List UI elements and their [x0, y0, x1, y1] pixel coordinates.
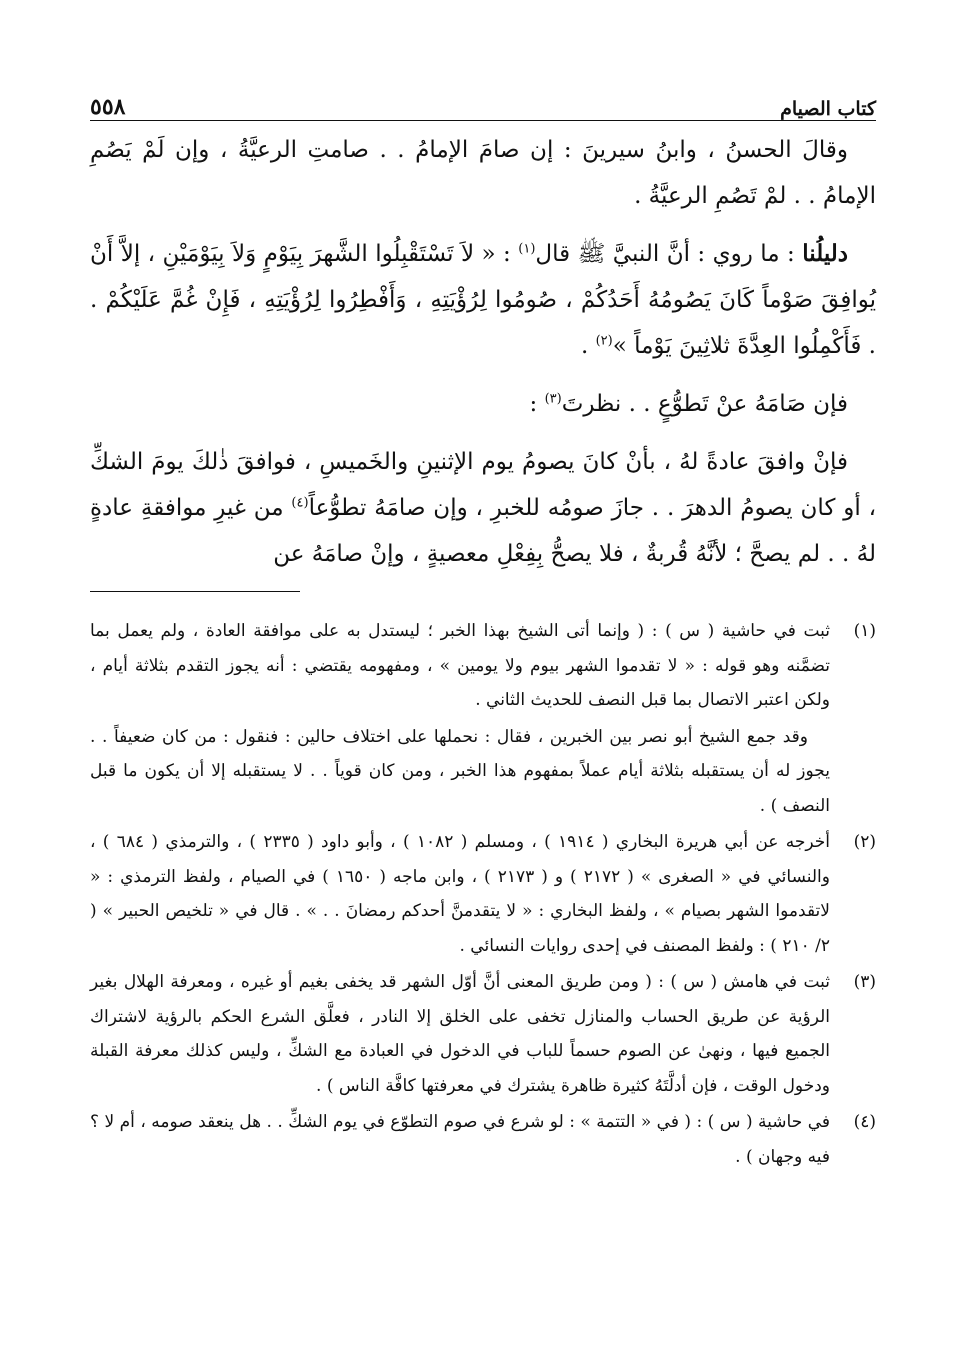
- paragraph-text: :: [529, 391, 545, 417]
- footnote-ref[interactable]: (٢): [595, 333, 613, 349]
- footnote: [90, 614, 876, 823]
- paragraph-text: وقالَ الحسنُ ، وابنُ سيرينَ : إن صامَ الإمامُ . . صامتِ الرعيَّةُ ، وإن لَمْ يَصُمِ الإمامُ . . لمْ تَصُمِ الرعيَّةُ .: [90, 137, 876, 209]
- footnote-number: (٤): [853, 1112, 876, 1132]
- footnote-number: (٢): [853, 832, 876, 852]
- footnote-text: وقد جمع الشيخ أبو نصر بين الخبرين ، فقال : نحملها على اختلاف حالين : فنقول : من كان ضعيفاً . . يجوز له أن يستقبله بثلاثة أيام عملاً بمفهوم هذا الخبر ، ومن كان قوياً . . لا يستقبله إلا أن يكون ما قبل النصف ) .: [90, 726, 830, 816]
- footnote: [90, 825, 876, 963]
- paragraph-text: : « لاَ تَسْتَقْبِلُوا الشَّهرَ بِيَوْمٍ وَلاَ بِيَوْمَيْنِ ، إلاَّ أَنْ يُوافِقَ صَوْماً كَانَ يَصُومُهُ أَحَدُكُمْ ، صُومُوا لِرُؤْيَتِهِ ، وَأَفْطِرُوا لِرُؤْيَتِهِ ، فَإِنْ غُمَّ عَلَيْكُمْ . . فَأَكْمِلُوا العِدَّةَ ثلاثِينَ يَوْماً »: [90, 241, 876, 359]
- book-page: [90, 82, 876, 1176]
- paragraph-text: من غيرِ موافقةِ عادةٍ لهُ . . لم يصحَّ ؛ لأنَّهُ قُربةٌ ، فلا يصحُّ بِفِعْلِ معصيةٍ ، وإنْ صامَهُ عن: [90, 495, 876, 567]
- footnote-text: أخرجه عن أبي هريرة البخاري ( ١٩١٤ ) ، ومسلم ( ١٠٨٢ ) ، وأبو داود ( ٢٣٣٥ ) ، والترمذي ( ٦٨٤ ) ، والنسائي في « الصغرى » ( ٢١٧٢ ) و ( ٢١٧٣ ) ، وابن ماجه ( ١٦٥٠ ) في الصيام ، ولفظ الترمذي : « لاتقدموا الشهر بصيام » ، ولفظ البخاري : « لا يتقدمنَّ أحدكم رمضانَ . . » . قال في « تلخيص الحبير » ( ٢/ ٢١٠ ) : ولفظ المصنف في إحدى روايات النسائي .: [90, 832, 830, 956]
- footnote-ref[interactable]: (٤): [291, 495, 309, 511]
- footnote-body: [90, 614, 830, 823]
- footnote-ref[interactable]: (٣): [544, 391, 562, 407]
- page-header: [90, 82, 876, 121]
- footnote-number: (٣): [853, 972, 876, 992]
- footnote-text: ثبت في هامش ( س ) : ( ومن طريق المعنى أنَّ أوّل الشهر قد يخفى بغيم أو غيره ، ومعرفة الهلال بغير الرؤية عن طريق الحساب والمنازل تخفى على الخلق إلا النادر ، فعلَّق الشرع الحكم بالرؤية لاشتراك الجميع فيها ، ونهىٰ عن الصوم حسماً للباب في الدخول في العبادة مع الشكِّ ، وليس كذلك معرفة القبلة ودخول الوقت ، فإن أدلَّتَهُ كثيرة ظاهرة يشترك في معرفتها كافَّة الناس ) .: [90, 972, 831, 1096]
- paragraph-text: .: [580, 333, 596, 359]
- paragraph-text: فإنْ وافقَ عادةً لهُ ، بأنْ كانَ يصومُ يوم الإثنينِ والخَميسِ ، فوافقَ ذٰلكَ يومَ الشكِّ ، أو كان يصومُ الدهرَ . . جازَ صومُه للخبرِ ، وإن صامَهُ تطوُّعاً: [90, 449, 876, 521]
- footnote-text: ثبت في حاشية ( س ) : ( وإنما أتى الشيخ بهذا الخبر ؛ ليستدل به على موافقة العادة ، ولم يعمل بما تضمَّنه وهو قوله : « لا تقدموا الشهر بيوم ولا يومين » ، ومفهومه يقتضي : أنه يجوز التقدم بثلاثة أيام ، ولكن اعتبر الاتصال بما قبل النصف للحديث الثاني .: [90, 621, 830, 710]
- footnote-text: في حاشية ( س ) : ( في « التتمة » : لو شرع في صوم التطوّع في يوم الشكِّ . . هل ينعقد صومه ، أم لا ؟ فيه وجهان ) .: [90, 1112, 830, 1167]
- footnote-body: [90, 1105, 830, 1174]
- footnote: [90, 965, 876, 1103]
- main-text: [90, 127, 876, 577]
- footnotes: [90, 614, 876, 1174]
- footnote-body: [90, 965, 830, 1103]
- footnote: [90, 1105, 876, 1174]
- footnote-ref[interactable]: (١): [518, 241, 536, 257]
- paragraph: [90, 381, 876, 427]
- paragraph: [90, 439, 876, 577]
- paragraph-text: : ما روي : أنَّ النبيَّ ﷺ قال: [535, 241, 803, 267]
- paragraph-lead: دليلُنا: [802, 240, 849, 267]
- footnote-body: [90, 825, 830, 963]
- page-number: ٥٥٨: [90, 94, 126, 120]
- footnote-number: (١): [853, 621, 876, 641]
- paragraph: [90, 231, 876, 369]
- paragraph-text: فإن صَامَهُ عنْ تَطوُّعٍ . . نظرتَ: [561, 391, 848, 417]
- paragraph: [90, 127, 876, 219]
- running-title: كتاب الصيام: [780, 98, 876, 120]
- footnote-separator: [90, 591, 300, 592]
